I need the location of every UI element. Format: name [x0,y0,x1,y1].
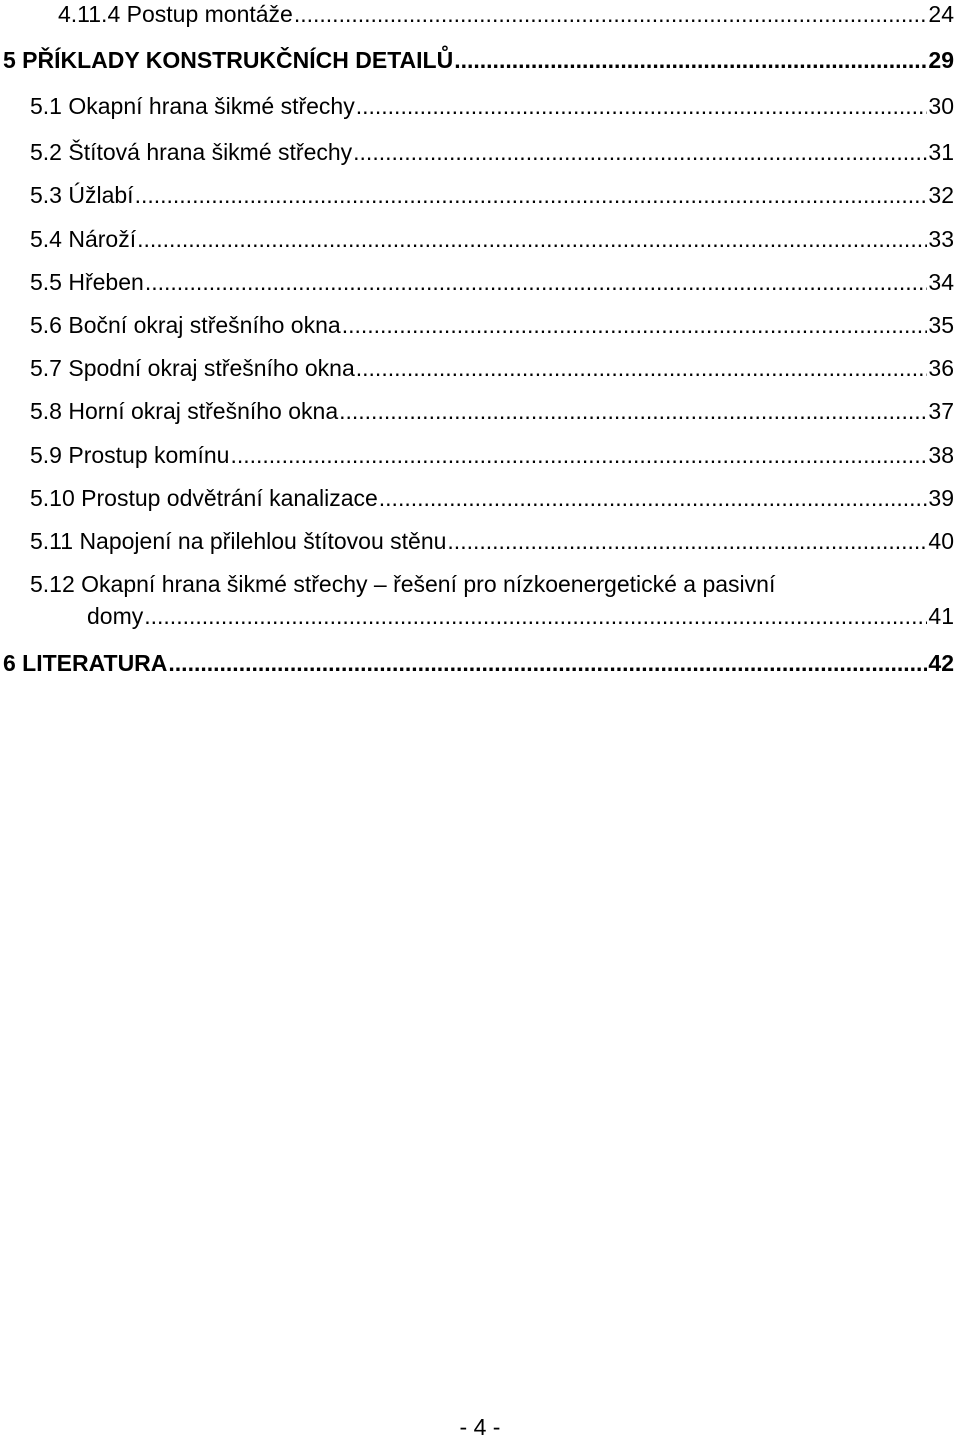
toc-entry-page: 33 [928,226,954,252]
toc-entry-label: 5.3 Úžlabí [30,182,134,208]
toc-entry[interactable] [0,0,960,40]
toc-entry-page: 37 [928,398,954,424]
dot-leader [356,354,928,382]
dot-leader [447,527,927,555]
toc-entry[interactable] [0,92,960,132]
toc-entry-page: 40 [928,528,954,554]
toc-entry-page: 39 [928,485,954,511]
dot-leader [168,649,927,677]
toc-entry-page: 30 [928,93,954,119]
toc-entry-page: 35 [928,312,954,338]
toc-entry-page: 42 [928,650,954,676]
toc-entry-page: 38 [928,442,954,468]
toc-entry-label: 5.8 Horní okraj střešního okna [30,398,339,424]
toc-entry-page: 34 [928,269,954,295]
toc-entry[interactable] [0,138,960,178]
toc-entry[interactable] [0,649,960,689]
toc-entry-label: 5.6 Boční okraj střešního okna [30,312,341,338]
toc-entry[interactable] [0,527,960,567]
toc-entry-label: 5 PŘÍKLADY KONSTRUKČNÍCH DETAILŮ [3,47,454,73]
toc-entry-label: 5.2 Štítová hrana šikmé střechy [30,139,353,165]
toc-entry-label: 5.7 Spodní okraj střešního okna [30,355,355,381]
toc-entry-label: 5.5 Hřeben [30,269,144,295]
toc-entry[interactable] [0,354,960,394]
dot-leader [144,602,927,630]
toc-entry-label: 4.11.4 Postup montáže [58,1,293,27]
dot-leader [230,441,927,469]
toc-entry-page: 29 [928,47,954,73]
toc-entry-page: 36 [928,355,954,381]
toc-entry-label-continued: domy [87,603,144,629]
toc-entry-label: 5.9 Prostup komínu [30,442,230,468]
dot-leader [135,181,928,209]
toc-entry[interactable] [0,181,960,221]
dot-leader [342,311,928,339]
dot-leader [353,138,927,166]
dot-leader [339,397,927,425]
toc-entry[interactable] [0,397,960,437]
dot-leader [137,225,927,253]
toc-entry-label: 6 LITERATURA [3,650,168,676]
toc-entry-label: 5.12 Okapní hrana šikmé střechy – řešení pro nízkoenergetické a pasivní [30,571,776,597]
dot-leader [294,0,928,28]
toc-entry-label: 5.11 Napojení na přilehlou štítovou stěnu [30,528,447,554]
dot-leader [454,46,927,74]
toc-entry[interactable] [0,268,960,308]
toc-entry-label: 5.1 Okapní hrana šikmé střechy [30,93,355,119]
page-number: - 4 - [459,1414,501,1440]
dot-leader [379,484,928,512]
toc-entry-page: 41 [928,603,954,629]
toc-entry-label: 5.4 Nároží [30,226,137,252]
toc-entry-page: 31 [928,139,954,165]
dot-leader [356,92,928,120]
dot-leader [145,268,928,296]
toc-entry-page: 24 [928,1,954,27]
toc-entry[interactable] [0,484,960,524]
toc-entry-page: 32 [928,182,954,208]
toc-entry[interactable] [0,311,960,351]
toc-entry[interactable] [0,46,960,86]
toc-entry[interactable] [0,570,960,634]
toc-entry[interactable] [0,225,960,265]
toc-entry[interactable] [0,441,960,481]
toc-entry-label: 5.10 Prostup odvětrání kanalizace [30,485,378,511]
